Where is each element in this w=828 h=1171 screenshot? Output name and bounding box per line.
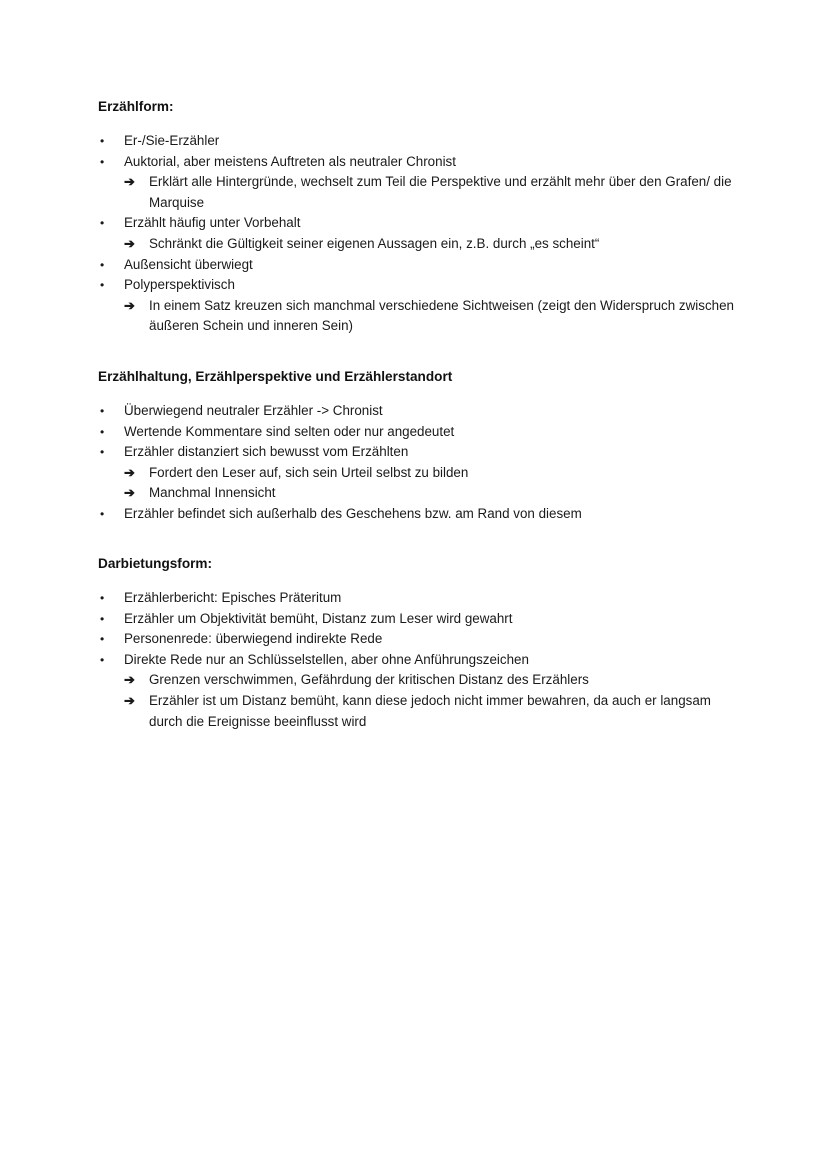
list-item [98, 275, 738, 337]
bullet-icon: • [100, 134, 105, 148]
arrow-item-text: Grenzen verschwimmen, Gefährdung der kritischen Distanz des Erzählers [149, 672, 589, 688]
bullet-icon: • [100, 424, 105, 439]
section-erzaehlform [98, 97, 738, 337]
arrow-right-icon: ➔ [124, 235, 135, 251]
bullet-list [98, 131, 738, 337]
arrow-item-text: Erklärt alle Hintergründe, wechselt zum Teil die Perspektive und erzählt mehr über den Grafen/ die Marquise [149, 174, 732, 210]
arrow-item-text: Fordert den Leser auf, sich sein Urteil selbst zu bilden [149, 464, 469, 480]
list-item [98, 213, 738, 254]
list-item-text: Er-/Sie-Erzähler [124, 133, 220, 148]
bullet-icon: • [100, 632, 105, 647]
bullet-icon: • [100, 445, 105, 460]
list-item-text: Erzähler befindet sich außerhalb des Geschehens bzw. am Rand von diesem [124, 505, 582, 521]
arrow-item [124, 234, 738, 255]
arrow-right-icon: ➔ [124, 464, 135, 480]
list-item [98, 588, 738, 609]
list-item [98, 629, 738, 650]
arrow-list [124, 172, 738, 213]
arrow-item-text: Schränkt die Gültigkeit seiner eigenen Aussagen ein, z.B. durch „es scheint“ [149, 235, 600, 251]
bullet-list [98, 588, 738, 732]
arrow-list [124, 296, 738, 337]
arrow-right-icon: ➔ [124, 485, 135, 501]
list-item-text: Auktorial, aber meistens Auftreten als neutraler Chronist [124, 153, 456, 169]
section-darbietungsform [98, 554, 738, 732]
arrow-list [124, 234, 738, 255]
bullet-icon: • [100, 506, 105, 521]
list-item-text: Überwiegend neutraler Erzähler -> Chronist [124, 403, 383, 418]
arrow-item-text: Erzähler ist um Distanz bemüht, kann diese jedoch nicht immer bewahren, da auch er langsam durch die Ereignisse beeinflusst wird [149, 692, 711, 729]
arrow-list [124, 463, 738, 504]
list-item-text: Direkte Rede nur an Schlüsselstellen, aber ohne Anführungszeichen [124, 651, 529, 667]
arrow-list [124, 670, 738, 732]
list-item [98, 650, 738, 732]
list-item [98, 131, 738, 152]
bullet-icon: • [100, 278, 105, 293]
list-item [98, 609, 738, 630]
arrow-item [124, 483, 738, 504]
bullet-icon: • [100, 257, 105, 272]
list-item-text: Polyperspektivisch [124, 277, 235, 293]
list-item [98, 422, 738, 443]
list-item [98, 442, 738, 504]
arrow-right-icon: ➔ [124, 174, 135, 190]
list-item-text: Erzähler distanziert sich bewusst vom Erzählten [124, 444, 409, 460]
bullet-icon: • [100, 216, 105, 231]
bullet-icon: • [100, 154, 105, 169]
bullet-icon: • [100, 652, 105, 667]
list-item-text: Erzähler um Objektivität bemüht, Distanz zum Leser wird gewahrt [124, 610, 513, 626]
list-item [98, 152, 738, 214]
list-item [98, 504, 738, 525]
arrow-item [124, 691, 738, 732]
bullet-icon: • [100, 404, 105, 418]
list-item-text: Außensicht überwiegt [124, 256, 253, 272]
list-item-text: Erzählerbericht: Episches Präteritum [124, 590, 342, 605]
arrow-item [124, 172, 738, 213]
arrow-item [124, 463, 738, 484]
arrow-right-icon: ➔ [124, 672, 135, 688]
section-heading: Erzählhaltung, Erzählperspektive und Erzählerstandort [98, 369, 453, 384]
list-item-text: Wertende Kommentare sind selten oder nur angedeutet [124, 423, 455, 439]
arrow-item [124, 296, 738, 337]
arrow-right-icon: ➔ [124, 297, 135, 313]
bullet-icon: • [100, 591, 105, 605]
section-erzaehlhaltung [98, 367, 738, 525]
list-item [98, 401, 738, 422]
arrow-item-text: In einem Satz kreuzen sich manchmal verschiedene Sichtweisen (zeigt den Widerspruch zwischen äußeren Schein und inneren Sein) [149, 297, 734, 334]
bullet-list [98, 401, 738, 525]
list-item-text: Erzählt häufig unter Vorbehalt [124, 215, 301, 231]
arrow-right-icon: ➔ [124, 692, 135, 708]
list-item-text: Personenrede: überwiegend indirekte Rede [124, 631, 383, 647]
arrow-item [124, 670, 738, 691]
bullet-icon: • [100, 611, 105, 626]
arrow-item-text: Manchmal Innensicht [149, 485, 276, 501]
list-item [98, 255, 738, 276]
section-heading: Erzählform: [98, 99, 174, 114]
section-heading: Darbietungsform: [98, 556, 213, 571]
